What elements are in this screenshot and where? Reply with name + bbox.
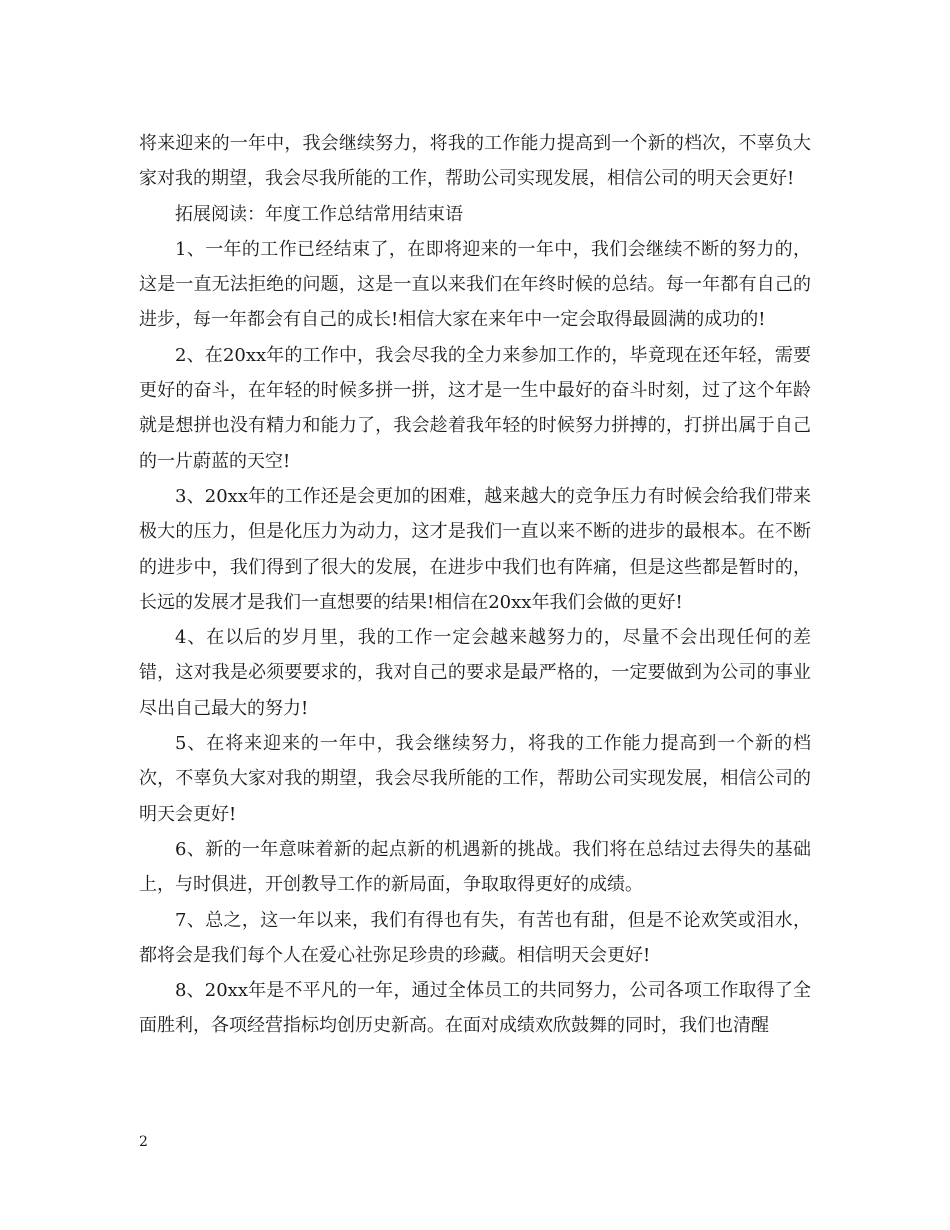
paragraph-item-5: 5、在将来迎来的一年中，我会继续努力，将我的工作能力提高到一个新的档次，不辜负大家对我的期望，我会尽我所能的工作，帮助公司实现发展，相信公司的明天会更好! [139,733,811,825]
paragraph-item-2: 2、在20xx年的工作中，我会尽我的全力来参加工作的，毕竟现在还年轻，需要更好的奋斗，在年轻的时候多拼一拼，这才是一生中最好的奋斗时刻，过了这个年龄就是想拼也没有精力和能力了，我会趁着我年轻的时候努力拼搏的，打拼出属于自己的一片蔚蓝的天空! [139,344,811,472]
paragraph-item-4: 4、在以后的岁月里，我的工作一定会越来越努力的，尽量不会出现任何的差错，这对我是必须要要求的，我对自己的要求是最严格的，一定要做到为公司的事业尽出自己最大的努力! [139,627,811,719]
paragraph-item-8: 8、20xx年是不平凡的一年，通过全体员工的共同努力，公司各项工作取得了全面胜利，各项经营指标均创历史新高。在面对成绩欢欣鼓舞的同时，我们也清醒 [139,980,811,1037]
paragraph-continuation: 将来迎来的一年中，我会继续努力，将我的工作能力提高到一个新的档次，不辜负大家对我的期望，我会尽我所能的工作，帮助公司实现发展，相信公司的明天会更好! [139,133,811,190]
paragraph-item-1: 1、一年的工作已经结束了，在即将迎来的一年中，我们会继续不断的努力的，这是一直无法拒绝的问题，这是一直以来我们在年终时候的总结。每一年都有自己的进步，每一年都会有自己的成长!相信大家在来年中一定会取得最圆满的成功的! [139,238,811,331]
paragraph-heading-extended-reading: 拓展阅读：年度工作总结常用结束语 [175,203,463,225]
paragraph-item-3: 3、20xx年的工作还是会更加的困难，越来越大的竞争压力有时候会给我们带来极大的压力，但是化压力为动力，这才是我们一直以来不断的进步的最根本。在不断的进步中，我们得到了很大的发展，在进步中我们也有阵痛，但是这些都是暂时的，长远的发展才是我们一直想要的结果!相信在20xx年我们会做的更好! [139,485,811,613]
document-body [139,126,811,1044]
page-number: 2 [139,1134,148,1150]
paragraph-item-6: 6、新的一年意味着新的起点新的机遇新的挑战。我们将在总结过去得失的基础上，与时俱进，开创教导工作的新局面，争取取得更好的成绩。 [139,838,811,896]
paragraph-item-7: 7、总之，这一年以来，我们有得也有失，有苦也有甜，但是不论欢笑或泪水，都将会是我们每个人在爱心社弥足珍贵的珍藏。相信明天会更好! [139,909,811,966]
